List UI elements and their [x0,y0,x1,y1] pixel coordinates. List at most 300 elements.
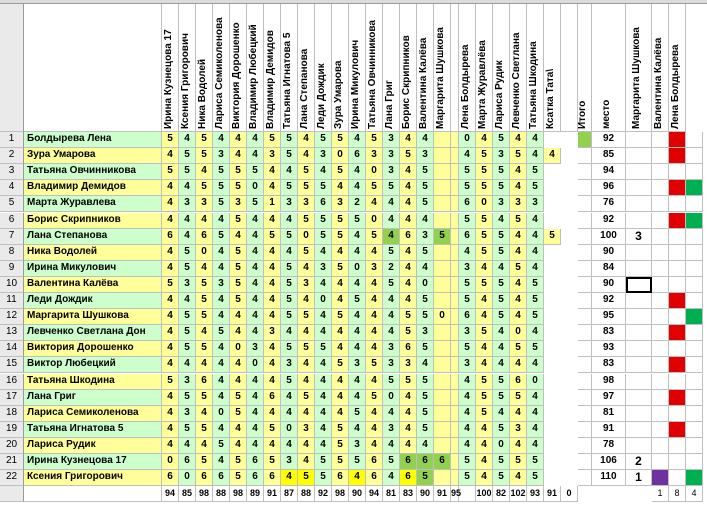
mark-cell[interactable] [686,341,703,357]
score-cell[interactable] [434,148,451,164]
score-cell[interactable]: 4 [230,374,247,390]
score-cell[interactable]: 5 [298,180,315,196]
score-cell[interactable]: 4 [281,164,298,180]
score-cell[interactable]: 5 [298,309,315,325]
score-cell[interactable]: 4 [298,325,315,341]
score-cell[interactable]: 4 [264,277,281,293]
score-cell[interactable]: 4 [332,245,349,261]
row-header-corner[interactable] [0,4,24,132]
score-cell[interactable]: 4 [179,438,196,454]
column-total[interactable]: 94 [162,486,179,502]
column-header[interactable] [315,4,332,132]
score-cell[interactable] [434,325,451,341]
score-cell[interactable]: 4 [264,357,281,373]
score-cell[interactable]: 6 [417,454,434,470]
score-cell[interactable]: 3 [179,374,196,390]
score-cell[interactable]: 0 [230,341,247,357]
score-cell[interactable]: 4 [179,180,196,196]
row-number[interactable]: 20 [0,438,24,454]
score-cell[interactable]: 5 [179,164,196,180]
mark-cell[interactable] [669,245,686,261]
blank-cell[interactable] [451,229,459,245]
place-cell[interactable] [626,261,652,277]
mark-cell[interactable] [669,229,686,245]
row-number[interactable]: 1 [0,132,24,148]
score-cell[interactable]: 4 [230,309,247,325]
mark-cell[interactable] [652,229,669,245]
score-cell[interactable]: 5 [281,293,298,309]
participant-name[interactable]: Зура Умарова [24,148,162,164]
score-cell[interactable]: 4 [162,438,179,454]
score-cell[interactable]: 4 [400,164,417,180]
score-cell[interactable]: 6 [264,390,281,406]
blank-cell[interactable] [578,374,592,390]
row-number[interactable]: 15 [0,357,24,373]
score-cell[interactable]: 4 [264,406,281,422]
blank-cell[interactable] [578,293,592,309]
place-cell[interactable] [626,245,652,261]
score-cell[interactable]: 4 [332,406,349,422]
score-cell[interactable]: 6 [196,374,213,390]
score-cell[interactable]: 3 [493,196,510,212]
score-cell[interactable]: 3 [315,148,332,164]
mark-cell[interactable] [686,261,703,277]
score-cell[interactable]: 4 [315,422,332,438]
score-cell[interactable] [434,132,451,148]
blank-cell[interactable] [578,357,592,373]
place-cell[interactable]: 1 [626,470,652,486]
score-cell[interactable]: 5 [230,261,247,277]
place-cell[interactable] [626,325,652,341]
score-cell[interactable]: 4 [298,357,315,373]
column-total[interactable]: 93 [527,486,544,502]
score-cell[interactable]: 4 [162,309,179,325]
score-cell[interactable]: 4 [247,438,264,454]
mark-cell[interactable] [686,406,703,422]
score-cell[interactable]: 5 [315,229,332,245]
score-cell[interactable]: 5 [366,390,383,406]
score-cell[interactable]: 5 [332,132,349,148]
score-cell[interactable]: 5 [179,309,196,325]
score-cell[interactable]: 5 [417,309,434,325]
score-cell[interactable]: 5 [264,229,281,245]
score-cell[interactable]: 5 [510,341,527,357]
score-cell[interactable]: 4 [213,357,230,373]
score-cell[interactable]: 5 [230,390,247,406]
mark-cell[interactable] [669,406,686,422]
column-header[interactable] [281,4,298,132]
status-marker[interactable] [652,470,669,486]
score-cell[interactable]: 4 [349,245,366,261]
score-cell[interactable]: 4 [162,148,179,164]
score-cell[interactable]: 4 [298,293,315,309]
score-cell[interactable]: 5 [527,341,544,357]
mark-cell[interactable] [669,196,686,212]
place-cell[interactable]: 2 [626,454,652,470]
score-cell[interactable]: 4 [366,245,383,261]
column-total[interactable]: 0 [561,486,578,502]
score-cell[interactable]: 4 [349,180,366,196]
score-cell[interactable]: 5 [196,132,213,148]
participant-name[interactable]: Ксения Григорович [24,470,162,486]
score-cell[interactable]: 4 [527,357,544,373]
column-header[interactable] [592,4,626,132]
score-cell[interactable]: 4 [162,341,179,357]
score-cell[interactable]: 4 [527,438,544,454]
total-cell[interactable]: 78 [592,438,626,454]
blank-cell[interactable] [451,213,459,229]
score-cell[interactable]: 5 [162,374,179,390]
blank-cell[interactable] [451,470,459,486]
column-total[interactable]: 88 [298,486,315,502]
participant-name[interactable]: Ирина Кузнецова 17 [24,454,162,470]
mark-cell[interactable] [652,309,669,325]
score-cell[interactable]: 5 [230,180,247,196]
score-cell[interactable]: 6 [510,374,527,390]
column-header[interactable] [179,4,196,132]
score-cell[interactable]: 5 [400,309,417,325]
row-number[interactable]: 21 [0,454,24,470]
column-header[interactable] [669,4,686,132]
score-cell[interactable]: 4 [349,390,366,406]
score-cell[interactable]: 4 [264,309,281,325]
score-cell[interactable]: 5 [298,470,315,486]
participant-name[interactable]: Лариса Рудик [24,438,162,454]
score-cell[interactable]: 5 [213,196,230,212]
column-total[interactable]: 89 [247,486,264,502]
score-cell[interactable]: 5 [400,325,417,341]
score-cell[interactable] [434,213,451,229]
status-marker[interactable] [686,470,703,486]
score-cell[interactable]: 3 [281,357,298,373]
score-cell[interactable]: 6 [400,454,417,470]
total-cell[interactable]: 90 [592,277,626,293]
score-cell[interactable]: 4 [196,438,213,454]
mark-cell[interactable] [669,454,686,470]
mark-cell[interactable] [686,325,703,341]
score-cell[interactable]: 4 [459,374,476,390]
score-cell[interactable]: 6 [400,229,417,245]
score-cell[interactable]: 4 [162,196,179,212]
score-cell[interactable]: 4 [459,148,476,164]
score-cell[interactable]: 4 [349,132,366,148]
score-cell[interactable]: 4 [493,406,510,422]
score-cell[interactable]: 5 [383,374,400,390]
mark-cell[interactable] [652,245,669,261]
score-cell[interactable]: 4 [527,132,544,148]
score-cell[interactable]: 5 [459,293,476,309]
total-cell[interactable]: 106 [592,454,626,470]
column-header[interactable] [264,4,281,132]
score-cell[interactable]: 4 [332,293,349,309]
score-cell[interactable]: 4 [400,390,417,406]
score-cell[interactable]: 5 [527,454,544,470]
status-marker[interactable] [669,132,686,148]
score-cell[interactable]: 4 [459,422,476,438]
score-cell[interactable]: 5 [298,213,315,229]
total-cell[interactable]: 110 [592,470,626,486]
score-cell[interactable]: 4 [281,213,298,229]
score-cell[interactable]: 5 [349,406,366,422]
column-total[interactable]: 92 [315,486,332,502]
score-cell[interactable]: 4 [298,148,315,164]
score-cell[interactable]: 4 [264,180,281,196]
place-cell[interactable] [626,390,652,406]
blank-cell[interactable] [578,213,592,229]
score-cell[interactable]: 5 [230,454,247,470]
score-cell[interactable]: 4 [366,309,383,325]
row-number[interactable]: 10 [0,277,24,293]
score-cell[interactable]: 4 [213,454,230,470]
score-cell[interactable]: 5 [264,454,281,470]
score-cell[interactable]: 5 [332,164,349,180]
place-cell[interactable] [626,132,652,148]
score-cell[interactable]: 4 [179,293,196,309]
score-cell[interactable]: 5 [493,132,510,148]
score-cell[interactable]: 4 [179,357,196,373]
mark-cell[interactable] [669,374,686,390]
score-cell[interactable]: 5 [179,422,196,438]
score-cell[interactable]: 4 [510,470,527,486]
score-cell[interactable]: 4 [230,325,247,341]
mark-cell[interactable] [686,132,703,148]
score-cell[interactable]: 0 [366,213,383,229]
score-cell[interactable]: 4 [400,245,417,261]
score-cell[interactable]: 5 [493,390,510,406]
score-cell[interactable]: 4 [349,325,366,341]
score-cell[interactable]: 4 [400,438,417,454]
participant-name[interactable]: Ника Водолей [24,245,162,261]
column-header[interactable] [510,4,527,132]
place-cell[interactable]: 3 [626,229,652,245]
status-marker[interactable] [669,357,686,373]
total-cell[interactable]: 81 [592,406,626,422]
score-cell[interactable]: 4 [510,406,527,422]
score-cell[interactable]: 5 [527,277,544,293]
score-cell[interactable] [434,390,451,406]
score-cell[interactable]: 4 [400,293,417,309]
mark-cell[interactable] [686,164,703,180]
score-cell[interactable]: 5 [349,293,366,309]
score-cell[interactable]: 5 [230,406,247,422]
total-cell[interactable]: 93 [592,341,626,357]
score-cell[interactable]: 4 [315,406,332,422]
score-cell[interactable]: 3 [417,325,434,341]
score-cell[interactable]: 3 [383,357,400,373]
score-cell[interactable] [434,261,451,277]
score-cell[interactable]: 4 [247,406,264,422]
score-cell[interactable]: 4 [332,374,349,390]
score-cell[interactable]: 5 [527,309,544,325]
participant-name[interactable]: Маргарита Шушкова [24,309,162,325]
mark-cell[interactable] [686,148,703,164]
score-cell[interactable]: 4 [332,325,349,341]
score-cell[interactable]: 4 [298,374,315,390]
marker-count[interactable]: 4 [686,486,703,502]
score-cell[interactable]: 4 [247,293,264,309]
score-cell[interactable]: 4 [213,245,230,261]
score-cell[interactable]: 4 [162,213,179,229]
score-cell[interactable]: 5 [417,422,434,438]
score-cell[interactable]: 5 [383,245,400,261]
score-cell[interactable]: 3 [213,277,230,293]
score-cell[interactable]: 3 [332,196,349,212]
place-cell[interactable] [626,164,652,180]
score-cell[interactable]: 0 [459,132,476,148]
score-cell[interactable]: 3 [281,454,298,470]
row-number[interactable]: 7 [0,229,24,245]
score-cell[interactable]: 4 [400,180,417,196]
score-cell[interactable]: 4 [213,374,230,390]
column-header[interactable] [230,4,247,132]
column-header[interactable] [298,4,315,132]
score-cell[interactable]: 4 [213,341,230,357]
score-cell[interactable]: 4 [544,148,561,164]
total-cell[interactable]: 100 [592,229,626,245]
score-cell[interactable]: 0 [476,196,493,212]
score-cell[interactable]: 4 [247,213,264,229]
score-cell[interactable]: 5 [527,293,544,309]
mark-cell[interactable] [652,357,669,373]
mark-cell[interactable] [669,341,686,357]
score-cell[interactable]: 5 [527,180,544,196]
blank-cell[interactable] [451,293,459,309]
score-cell[interactable]: 3 [417,148,434,164]
score-cell[interactable]: 4 [162,406,179,422]
score-cell[interactable]: 5 [527,470,544,486]
participant-name[interactable]: Татьяна Шкодина [24,374,162,390]
score-cell[interactable]: 4 [383,229,400,245]
row-number[interactable]: 9 [0,261,24,277]
score-cell[interactable]: 4 [315,325,332,341]
score-cell[interactable]: 4 [349,309,366,325]
score-cell[interactable]: 5 [281,261,298,277]
score-cell[interactable]: 4 [366,277,383,293]
score-cell[interactable]: 4 [315,390,332,406]
place-cell[interactable] [626,277,652,293]
score-cell[interactable]: 4 [417,261,434,277]
score-cell[interactable]: 5 [417,374,434,390]
row-number[interactable]: 2 [0,148,24,164]
score-cell[interactable]: 0 [162,454,179,470]
score-cell[interactable]: 4 [196,213,213,229]
score-cell[interactable]: 5 [400,374,417,390]
place-cell[interactable] [626,180,652,196]
score-cell[interactable]: 5 [332,229,349,245]
score-cell[interactable]: 4 [332,341,349,357]
blank-cell[interactable] [578,325,592,341]
score-cell[interactable]: 6 [400,470,417,486]
column-header[interactable] [213,4,230,132]
score-cell[interactable]: 4 [247,148,264,164]
score-cell[interactable]: 4 [383,406,400,422]
score-cell[interactable]: 6 [366,470,383,486]
column-header[interactable] [332,4,349,132]
blank-cell[interactable] [578,309,592,325]
score-cell[interactable]: 4 [281,406,298,422]
column-total[interactable]: 98 [196,486,213,502]
score-cell[interactable]: 6 [459,196,476,212]
score-cell[interactable]: 3 [349,438,366,454]
score-cell[interactable]: 0 [247,357,264,373]
score-cell[interactable]: 5 [527,164,544,180]
score-cell[interactable]: 4 [162,325,179,341]
score-cell[interactable]: 4 [264,293,281,309]
score-cell[interactable] [434,357,451,373]
row-number[interactable]: 4 [0,180,24,196]
participant-name[interactable]: Марта Журавлева [24,196,162,212]
column-header[interactable] [578,4,592,132]
score-cell[interactable]: 4 [196,357,213,373]
column-total[interactable]: 90 [417,486,434,502]
score-cell[interactable]: 4 [476,357,493,373]
score-cell[interactable]: 4 [510,132,527,148]
score-cell[interactable]: 4 [476,132,493,148]
score-cell[interactable]: 4 [459,245,476,261]
column-header[interactable] [451,4,459,132]
score-cell[interactable]: 4 [264,164,281,180]
score-cell[interactable]: 4 [510,164,527,180]
mark-cell[interactable] [652,454,669,470]
score-cell[interactable]: 4 [383,438,400,454]
score-cell[interactable]: 4 [230,132,247,148]
blank-cell[interactable] [578,180,592,196]
score-cell[interactable]: 5 [230,293,247,309]
score-cell[interactable]: 4 [510,180,527,196]
score-cell[interactable]: 4 [493,357,510,373]
blank-cell[interactable] [578,132,592,148]
blank-cell[interactable] [578,422,592,438]
score-cell[interactable]: 4 [332,390,349,406]
status-marker[interactable] [669,390,686,406]
score-cell[interactable]: 5 [179,341,196,357]
column-header[interactable] [196,4,213,132]
score-cell[interactable]: 4 [527,325,544,341]
score-cell[interactable]: 5 [281,132,298,148]
mark-cell[interactable] [669,309,686,325]
column-header[interactable] [434,4,451,132]
score-cell[interactable]: 4 [349,164,366,180]
column-total[interactable]: 102 [510,486,527,502]
mark-cell[interactable] [652,132,669,148]
column-total[interactable]: 91 [434,486,451,502]
place-cell[interactable] [626,374,652,390]
score-cell[interactable]: 0 [349,261,366,277]
score-cell[interactable]: 5 [476,164,493,180]
score-cell[interactable]: 4 [366,196,383,212]
score-cell[interactable]: 4 [264,374,281,390]
column-total[interactable]: 82 [493,486,510,502]
score-cell[interactable]: 5 [196,180,213,196]
score-cell[interactable]: 4 [527,148,544,164]
mark-cell[interactable] [652,196,669,212]
score-cell[interactable]: 3 [383,164,400,180]
column-header[interactable] [247,4,264,132]
mark-cell[interactable] [686,293,703,309]
score-cell[interactable]: 5 [476,374,493,390]
score-cell[interactable]: 4 [230,357,247,373]
score-cell[interactable]: 4 [213,309,230,325]
score-cell[interactable]: 4 [162,390,179,406]
score-cell[interactable] [434,438,451,454]
column-total[interactable]: 90 [349,486,366,502]
score-cell[interactable]: 5 [417,180,434,196]
status-marker[interactable] [686,180,703,196]
score-cell[interactable]: 5 [510,213,527,229]
score-cell[interactable]: 3 [459,357,476,373]
score-cell[interactable]: 4 [230,438,247,454]
score-cell[interactable]: 4 [264,245,281,261]
